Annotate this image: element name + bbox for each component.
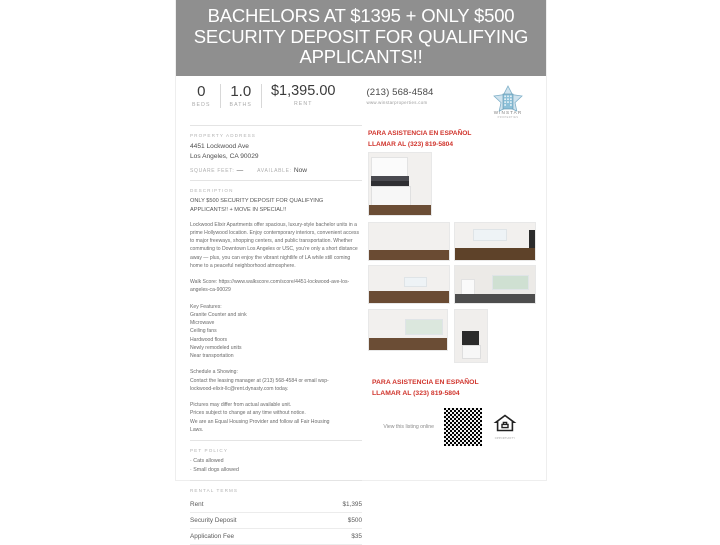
stat-baths-label: BATHS xyxy=(229,101,252,108)
table-row xyxy=(190,513,362,529)
address-city-state-zip: Los Angeles, CA 90029 xyxy=(190,152,259,160)
spanish-notice-line1: PARA ASISTENCIA EN ESPAÑOL xyxy=(368,130,472,138)
dining-room-photo[interactable] xyxy=(368,309,448,351)
spanish-notice-bottom-line2: LLAMAR AL (323) 819-5804 xyxy=(372,390,460,398)
view-listing-label: View this listing online xyxy=(383,423,434,430)
description-body: Lockwood Elixir Apartments offer spacious, luxury-style bachelor units in a prime Hollywood location. Enjoy contemporary interiors, convenient access to major freeways, shopping centers, and public transportation. Whether commuting to Downtown Los Angeles or USC, you're only a short distance away — plus, you can enjoy the vibrant nightlife of LA while still coming home to a peaceful neighborhood atmosphere. xyxy=(190,221,360,269)
bedroom-photo[interactable] xyxy=(454,222,536,261)
footer xyxy=(368,408,536,446)
key-feature-item: Granite Counter and sink xyxy=(190,311,247,318)
promo-banner: BACHELORS AT $1395 + ONLY $500 SECURITY DEPOSIT FOR QUALIFYING APPLICANTS!! xyxy=(176,0,546,76)
star-icon xyxy=(482,85,534,111)
showing-contact-line2[interactable]: lockwood-elixir-llc@rent.dynasty.com today. xyxy=(190,385,289,392)
photo-row-bottom xyxy=(368,309,536,363)
laundry-closet-photo[interactable] xyxy=(454,309,488,363)
disclaimer-line: Prices subject to change at any time without notice. xyxy=(190,410,306,417)
key-feature-item: Microwave xyxy=(190,320,215,327)
details-column xyxy=(190,119,362,545)
contact-block xyxy=(366,84,433,105)
term-name: Security Deposit xyxy=(190,517,237,524)
pet-policy-item: · Small dogs allowed xyxy=(190,466,362,474)
description-label: DESCRIPTION xyxy=(190,188,234,194)
available-label: AVAILABLE: xyxy=(257,168,292,175)
walk-score[interactable]: Walk Score: https://www.walkscore.com/score/4451-lockwood-ave-los-angeles-ca-90029 xyxy=(190,279,350,294)
term-name: Application Fee xyxy=(190,533,235,540)
schedule-showing xyxy=(190,368,362,393)
rental-terms-label: RENTAL TERMS xyxy=(190,488,239,493)
key-feature-item: Newly remodeled units xyxy=(190,344,242,351)
equal-housing-caption: OPPORTUNITY xyxy=(494,436,516,440)
qr-code[interactable] xyxy=(444,408,482,446)
key-features xyxy=(190,303,362,361)
room-with-window-photo[interactable] xyxy=(454,265,536,304)
term-amount: $1,395 xyxy=(342,501,362,508)
summary-bar xyxy=(176,76,546,119)
stat-beds xyxy=(190,84,221,108)
stat-rent-value: $1,395.00 xyxy=(270,83,336,100)
logo-brand: WINSTAR xyxy=(493,110,523,116)
key-feature-item: Near transportation xyxy=(190,353,234,360)
listing-flyer xyxy=(176,0,546,540)
company-logo xyxy=(482,84,534,119)
divider xyxy=(190,125,362,126)
stat-baths xyxy=(221,84,262,108)
equal-housing-icon xyxy=(492,414,518,440)
pet-policy-item: · Cats allowed xyxy=(190,457,362,465)
contact-website[interactable]: www.winstarproperties.com xyxy=(366,100,428,106)
stats-group xyxy=(190,84,344,108)
spanish-notice-bottom xyxy=(372,377,536,399)
divider xyxy=(190,440,362,441)
property-address xyxy=(190,142,362,161)
stat-baths-value: 1.0 xyxy=(230,83,252,101)
spanish-notice-bottom-line1: PARA ASISTENCIA EN ESPAÑOL xyxy=(372,379,479,387)
main-content xyxy=(176,119,546,545)
disclaimer-line: Laws. xyxy=(190,426,204,433)
photo-grid xyxy=(368,222,536,304)
rental-terms-table xyxy=(190,497,362,545)
stat-rent-label: RENT xyxy=(293,101,313,108)
key-features-title: Key Features: xyxy=(190,303,222,310)
stat-beds-label: BEDS xyxy=(192,101,211,108)
available-value: Now xyxy=(293,167,308,175)
disclaimer-line: Pictures may differ from actual available unit. xyxy=(190,402,292,409)
property-address-label: PROPERTY ADDRESS xyxy=(190,133,256,139)
pet-policy-list xyxy=(190,457,362,474)
showing-contact-line1: Contact the leasing manager at (213) 568-4584 or email wsp- xyxy=(190,377,329,384)
bedroom-window-photo[interactable] xyxy=(368,265,450,304)
table-row xyxy=(190,529,362,545)
square-feet-value: — xyxy=(236,167,244,175)
stat-beds-value: 0 xyxy=(197,83,206,101)
stat-rent xyxy=(262,84,345,108)
square-feet-label: SQUARE FEET: xyxy=(190,168,235,175)
spanish-notice-top xyxy=(368,129,536,150)
logo-tagline: PROPERTIES xyxy=(497,116,519,120)
disclaimer-line: We are an Equal Housing Provider and follow all Fair Housing xyxy=(190,418,330,425)
divider xyxy=(190,180,362,181)
pet-policy-label: PET POLICY xyxy=(190,448,228,454)
spanish-notice-line2: LLAMAR AL (323) 819-5804 xyxy=(368,140,454,148)
key-feature-item: Ceiling fans xyxy=(190,328,217,335)
contact-phone[interactable]: (213) 568-4584 xyxy=(366,87,434,99)
term-amount: $35 xyxy=(351,533,362,540)
disclaimer xyxy=(190,401,362,434)
showing-title: Schedule a Showing: xyxy=(190,369,238,376)
key-feature-item: Hardwood floors xyxy=(190,336,228,343)
address-street: 4451 Lockwood Ave xyxy=(190,143,249,151)
meta-row xyxy=(190,167,362,174)
description-headline: ONLY $500 SECURITY DEPOSIT FOR QUALIFYING APPLICANTS!! + MOVE IN SPECIAL!! xyxy=(190,198,324,213)
term-amount: $500 xyxy=(347,517,362,524)
divider xyxy=(190,480,362,481)
term-name: Rent xyxy=(190,501,204,508)
living-room-photo[interactable] xyxy=(368,222,450,261)
table-row xyxy=(190,497,362,513)
kitchen-photo[interactable] xyxy=(368,152,432,216)
media-column xyxy=(362,119,536,545)
